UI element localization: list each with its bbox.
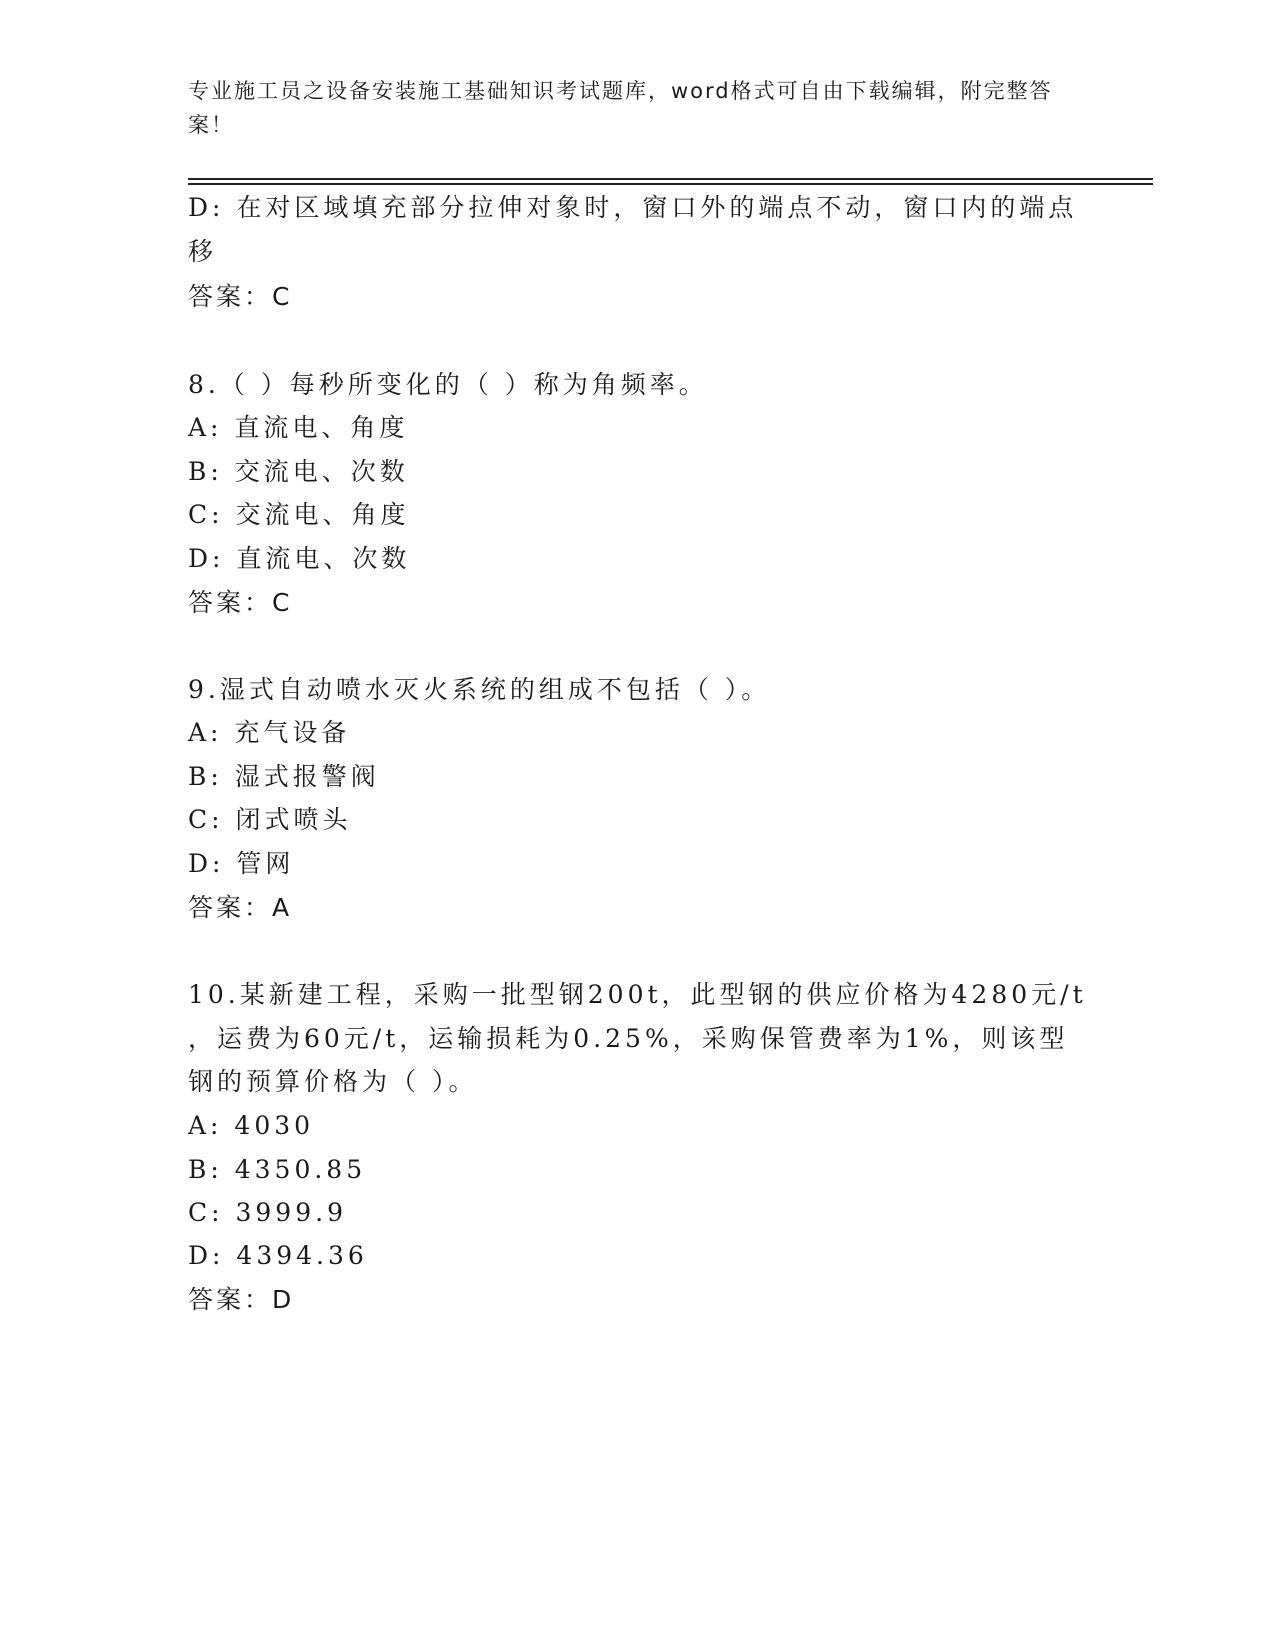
question-10-option-d: D: 4394.36 [188,1241,368,1270]
question-9-option-c: C: 闭式喷头 [188,805,352,834]
question-8-stem: 8.（ ）每秒所变化的（ ）称为角频率。 [188,370,708,399]
question-8-option-a: A: 直流电、角度 [188,413,409,442]
question-10-stem-line3: 钢的预算价格为（ ）。 [188,1067,478,1096]
prev-option-d-line2: 移 [188,237,218,266]
question-10-option-c: C: 3999.9 [188,1198,347,1227]
document-header: 专业施工员之设备安装施工基础知识考试题库，word格式可自由下载编辑，附完整答案！ [188,79,1053,137]
question-8-option-d: D: 直流电、次数 [188,544,411,573]
question-10-stem-line1: 10.某新建工程，采购一批型钢200t，此型钢的供应价格为4280元/t [188,980,1087,1009]
question-9-option-b: B: 湿式报警阀 [188,762,380,791]
question-10-stem-line2: ，运费为60元/t，运输损耗为0.25%，采购保管费率为1%，则该型 [188,1024,1069,1053]
question-10-answer: 答案：D [188,1285,295,1314]
question-10-option-a: A: 4030 [188,1111,315,1140]
question-8-option-b: B: 交流电、次数 [188,457,409,486]
question-9-stem: 9.湿式自动喷水灭火系统的组成不包括（ ）。 [188,675,771,704]
question-9-option-d: D: 管网 [188,849,295,878]
question-9-answer: 答案：A [188,893,293,922]
question-10-option-b: B: 4350.85 [188,1155,367,1184]
prev-option-d-line1: D: 在对区域填充部分拉伸对象时，窗口外的端点不动，窗口内的端点 [188,193,1078,222]
question-8-option-c: C: 交流电、角度 [188,500,410,529]
prev-answer: 答案：C [188,282,293,311]
question-8-answer: 答案：C [188,588,293,617]
header-divider-top [188,178,1153,180]
header-divider-bottom [188,183,1153,185]
question-9-option-a: A: 充气设备 [188,718,351,747]
